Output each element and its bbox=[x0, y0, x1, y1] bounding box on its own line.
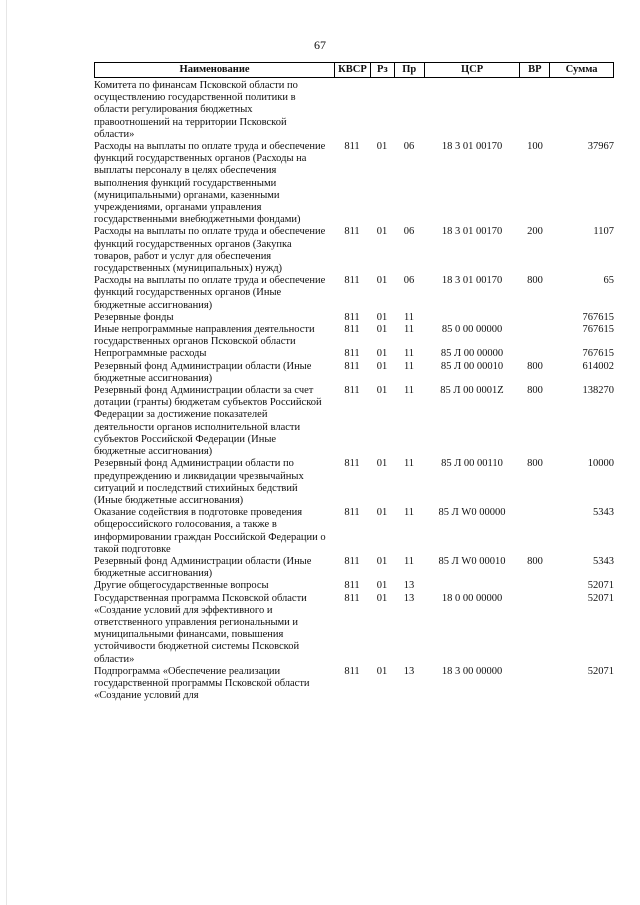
cell-kvsr: 811 bbox=[344, 507, 360, 519]
table-row bbox=[94, 580, 614, 592]
cell-rz: 01 bbox=[376, 348, 388, 360]
cell-sum: 52071 bbox=[587, 580, 614, 592]
cell-rz: 01 bbox=[376, 507, 388, 519]
table-row bbox=[94, 666, 614, 703]
cell-kvsr: 811 bbox=[344, 226, 360, 238]
cell-name: Другие общегосударственные вопросы bbox=[94, 580, 269, 592]
cell-vr: 800 bbox=[527, 360, 543, 372]
header-sum: Сумма bbox=[549, 63, 613, 77]
cell-name: Непрограммные расходы bbox=[94, 348, 207, 360]
cell-sum: 10000 bbox=[587, 458, 614, 470]
cell-kvsr: 811 bbox=[344, 360, 360, 372]
page-number: 67 bbox=[314, 38, 326, 52]
cell-pr: 11 bbox=[403, 348, 415, 360]
cell-name: Оказание содействия в подготовке проведения общероссийского голосования, а также в информировании граждан Российской Федерации о такой подготовке bbox=[94, 507, 326, 555]
cell-pr: 11 bbox=[403, 311, 415, 323]
cell-vr: 100 bbox=[527, 141, 543, 153]
cell-sum: 614002 bbox=[582, 360, 614, 372]
cell-kvsr: 811 bbox=[344, 275, 360, 287]
cell-vr: 200 bbox=[527, 226, 543, 238]
table-row bbox=[94, 141, 614, 226]
cell-sum: 5343 bbox=[593, 507, 614, 519]
cell-kvsr bbox=[334, 80, 370, 141]
cell-rz: 01 bbox=[376, 324, 388, 336]
cell-kvsr: 811 bbox=[344, 348, 360, 360]
cell-rz: 01 bbox=[376, 458, 388, 470]
cell-rz bbox=[370, 80, 394, 141]
cell-kvsr: 811 bbox=[344, 324, 360, 336]
cell-sum bbox=[550, 80, 614, 141]
cell-vr bbox=[520, 80, 550, 141]
cell-vr: 800 bbox=[527, 555, 543, 567]
header-csr: ЦСР bbox=[424, 63, 520, 77]
cell-rz: 01 bbox=[376, 555, 388, 567]
cell-kvsr: 811 bbox=[344, 385, 360, 397]
cell-name: Государственная программа Псковской области «Создание условий для эффективного и ответственного управления региональными и муниципальными финансами, повышения устойчивости бюджетной системы Псковской области» bbox=[94, 592, 307, 665]
cell-pr: 13 bbox=[403, 665, 415, 677]
header-name: Наименование bbox=[179, 64, 250, 75]
scan-edge-line bbox=[6, 0, 7, 905]
cell-kvsr: 811 bbox=[344, 141, 360, 153]
cell-sum: 52071 bbox=[587, 665, 614, 677]
cell-rz: 01 bbox=[376, 311, 388, 323]
cell-vr bbox=[520, 666, 550, 703]
cell-csr bbox=[424, 80, 520, 141]
budget-table bbox=[94, 62, 614, 702]
cell-vr bbox=[520, 312, 550, 324]
cell-vr bbox=[520, 593, 550, 666]
table-row bbox=[94, 458, 614, 507]
table-row bbox=[94, 361, 614, 385]
cell-pr: 11 bbox=[403, 507, 415, 519]
cell-name: Резервные фонды bbox=[94, 311, 174, 323]
cell-pr: 11 bbox=[403, 360, 415, 372]
cell-sum: 767615 bbox=[582, 348, 614, 360]
cell-pr: 11 bbox=[403, 385, 415, 397]
cell-vr bbox=[520, 348, 550, 360]
header-pr: Пр bbox=[394, 63, 424, 77]
cell-csr: 85 Л W0 00010 bbox=[438, 555, 506, 567]
header-vr: ВР bbox=[519, 63, 549, 77]
cell-name: Комитета по финансам Псковской области по осуществлению государственной политики в области регулирования бюджетных правоотношений на территории Псковской области» bbox=[94, 80, 298, 140]
cell-name: Резервный фонд Администрации области за счет дотации (гранты) бюджетам субъектов Российской Федерации за достижение показателей деятельности органов исполнительной власти субъектов Российской Федерации (Иные бюджетные ассигнования) bbox=[94, 385, 322, 458]
cell-vr bbox=[520, 580, 550, 592]
cell-csr: 18 3 00 00000 bbox=[441, 665, 503, 677]
table-row bbox=[94, 593, 614, 666]
cell-rz: 01 bbox=[376, 665, 388, 677]
table-row bbox=[94, 312, 614, 324]
cell-csr: 85 Л W0 00000 bbox=[438, 507, 506, 519]
cell-sum: 138270 bbox=[582, 385, 614, 397]
cell-rz: 01 bbox=[376, 275, 388, 287]
table-row bbox=[94, 348, 614, 360]
cell-sum: 767615 bbox=[582, 311, 614, 323]
cell-csr: 85 Л 00 00000 bbox=[440, 348, 504, 360]
cell-vr bbox=[520, 324, 550, 348]
cell-csr bbox=[424, 580, 520, 592]
header-rz: Рз bbox=[370, 63, 394, 77]
cell-rz: 01 bbox=[376, 580, 388, 592]
table-row bbox=[94, 324, 614, 348]
cell-sum: 37967 bbox=[587, 141, 614, 153]
cell-vr: 800 bbox=[527, 458, 543, 470]
cell-rz: 01 bbox=[376, 360, 388, 372]
cell-kvsr: 811 bbox=[344, 311, 360, 323]
cell-vr: 800 bbox=[527, 275, 543, 287]
cell-kvsr: 811 bbox=[344, 555, 360, 567]
cell-csr: 18 3 01 00170 bbox=[441, 275, 503, 287]
cell-name: Резервный фонд Администрации области по предупреждению и ликвидации чрезвычайных ситуаций и последствий стихийных бедствий (Иные бюджетные ассигнования) bbox=[94, 458, 304, 506]
cell-csr: 18 3 01 00170 bbox=[441, 226, 503, 238]
cell-name: Расходы на выплаты по оплате труда и обеспечение функций государственных органов (Расходы на выплаты персоналу в целях обеспечения выполнения функций государственными (муниципальными) органами, казенными учреждениями, органами управления государственными внебюджетными фондами) bbox=[94, 141, 326, 226]
table-body bbox=[94, 80, 614, 702]
cell-csr: 85 Л 00 00110 bbox=[441, 458, 503, 470]
cell-rz: 01 bbox=[376, 141, 388, 153]
cell-name: Резервный фонд Администрации области (Иные бюджетные ассигнования) bbox=[94, 555, 312, 580]
cell-csr: 85 Л 00 0001Z bbox=[440, 385, 504, 397]
cell-name: Расходы на выплаты по оплате труда и обеспечение функций государственных органов (Иные бюджетные ассигнования) bbox=[94, 275, 326, 311]
cell-vr bbox=[520, 507, 550, 556]
cell-pr bbox=[394, 80, 424, 141]
cell-vr: 800 bbox=[527, 385, 543, 397]
cell-pr: 11 bbox=[403, 458, 415, 470]
cell-rz: 01 bbox=[376, 226, 388, 238]
table-row bbox=[94, 385, 614, 458]
cell-sum: 65 bbox=[603, 275, 614, 287]
cell-name: Подпрограмма «Обеспечение реализации государственной программы Псковской области «Создание условий для bbox=[94, 665, 310, 702]
cell-sum: 767615 bbox=[582, 324, 614, 336]
table-row bbox=[94, 226, 614, 275]
table-row bbox=[94, 507, 614, 556]
table-row bbox=[94, 275, 614, 312]
cell-pr: 06 bbox=[403, 141, 415, 153]
table-row bbox=[94, 80, 614, 141]
cell-sum: 1107 bbox=[593, 226, 614, 238]
cell-pr: 13 bbox=[403, 580, 415, 592]
cell-csr: 18 3 01 00170 bbox=[441, 141, 503, 153]
cell-kvsr: 811 bbox=[344, 580, 360, 592]
cell-kvsr: 811 bbox=[344, 592, 360, 604]
cell-rz: 01 bbox=[376, 592, 388, 604]
cell-csr: 18 0 00 00000 bbox=[441, 592, 503, 604]
cell-pr: 06 bbox=[403, 275, 415, 287]
cell-pr: 13 bbox=[403, 592, 415, 604]
cell-pr: 06 bbox=[403, 226, 415, 238]
cell-pr: 11 bbox=[403, 324, 415, 336]
cell-sum: 5343 bbox=[593, 555, 614, 567]
table-header bbox=[94, 62, 614, 78]
cell-kvsr: 811 bbox=[344, 665, 360, 677]
cell-name: Расходы на выплаты по оплате труда и обеспечение функций государственных органов (Закупка товаров, работ и услуг для обеспечения государственных (муниципальных) нужд) bbox=[94, 226, 326, 275]
cell-pr: 11 bbox=[403, 555, 415, 567]
header-kvsr: КВСР bbox=[334, 63, 370, 77]
cell-sum: 52071 bbox=[587, 592, 614, 604]
cell-csr bbox=[424, 312, 520, 324]
cell-name: Иные непрограммные направления деятельности государственных органов Псковской области bbox=[94, 324, 315, 348]
cell-name: Резервный фонд Администрации области (Иные бюджетные ассигнования) bbox=[94, 360, 312, 384]
cell-rz: 01 bbox=[376, 385, 388, 397]
cell-kvsr: 811 bbox=[344, 458, 360, 470]
table-row bbox=[94, 556, 614, 580]
cell-csr: 85 Л 00 00010 bbox=[440, 360, 504, 372]
cell-csr: 85 0 00 00000 bbox=[441, 324, 503, 336]
